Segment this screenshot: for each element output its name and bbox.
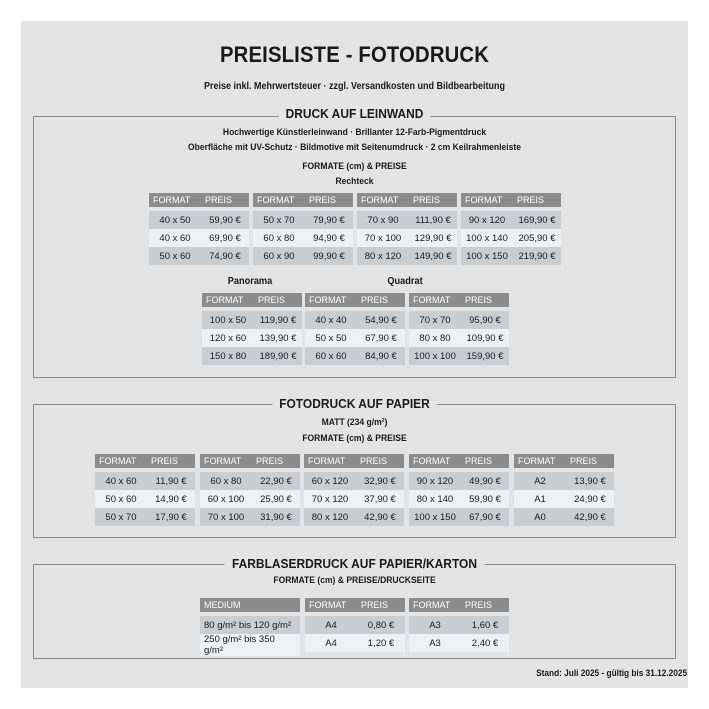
price-cell: 42,90 € [566, 508, 614, 526]
format-cell: 90 x 120 [409, 472, 461, 490]
price-cell: 0,80 € [357, 616, 405, 634]
price-cell: 42,90 € [356, 508, 404, 526]
column-header-format: MEDIUM [200, 598, 300, 612]
format-cell: 60 x 60 [305, 347, 357, 365]
price-cell: 49,90 € [461, 472, 509, 490]
page-title: PREISLISTE - FOTODRUCK [219, 42, 490, 67]
table-row [305, 311, 405, 329]
paper-table-3 [304, 454, 404, 526]
paper-table-1 [95, 454, 195, 526]
column-header-price: PREIS [513, 193, 561, 207]
table-row [409, 634, 509, 652]
format-cell: 40 x 40 [305, 311, 357, 329]
table-row [253, 211, 353, 229]
column-header-price: PREIS [201, 193, 249, 207]
validity-note: Stand: Juli 2025 - gültig bis 31.12.2025 [536, 668, 687, 678]
format-cell: 120 x 60 [202, 329, 254, 347]
canvas-description-2: Oberfläche mit UV-Schutz · Bildmotive mit Seitenumdruck · 2 cm Keilrahmenleiste [187, 142, 522, 153]
paper-table-5 [514, 454, 614, 526]
paper-matt-label: MATT (234 g/m²) [321, 417, 388, 428]
paper-table-2 [200, 454, 300, 526]
column-header-price: PREIS [357, 598, 405, 612]
table-row [95, 472, 195, 490]
quadrat-label: Quadrat [387, 276, 423, 287]
table-row [514, 472, 614, 490]
rechteck-table-3 [357, 193, 457, 265]
price-cell: 149,90 € [409, 247, 457, 265]
column-header-format: FORMAT [202, 293, 254, 307]
format-cell: A2 [514, 472, 566, 490]
column-header-price: PREIS [305, 193, 353, 207]
rechteck-table-2 [253, 193, 353, 265]
table-row [149, 229, 249, 247]
column-header-format: FORMAT [409, 598, 461, 612]
table-row [304, 508, 404, 526]
format-cell: 50 x 60 [95, 490, 147, 508]
table-row [357, 211, 457, 229]
format-cell: 100 x 150 [461, 247, 513, 265]
table-row [461, 247, 561, 265]
format-cell: A1 [514, 490, 566, 508]
paper-formats-label: FORMATE (cm) & PREISE [302, 433, 407, 444]
rechteck-table-1 [149, 193, 249, 265]
price-cell: 67,90 € [357, 329, 405, 347]
table-row [409, 329, 509, 347]
table-row [304, 490, 404, 508]
format-cell: 40 x 50 [149, 211, 201, 229]
format-cell: A3 [409, 616, 461, 634]
table-row [409, 490, 509, 508]
table-row [200, 616, 300, 634]
laser-a3-table [409, 598, 509, 652]
price-cell: 59,90 € [461, 490, 509, 508]
format-cell: 70 x 100 [200, 508, 252, 526]
price-cell: 169,90 € [513, 211, 561, 229]
price-cell: 13,90 € [566, 472, 614, 490]
table-row [253, 229, 353, 247]
format-cell: A3 [409, 634, 461, 652]
format-cell: 50 x 50 [305, 329, 357, 347]
column-header-format: FORMAT [149, 193, 201, 207]
column-header-price: PREIS [147, 454, 195, 468]
format-cell: 60 x 120 [304, 472, 356, 490]
format-cell: 100 x 50 [202, 311, 254, 329]
price-cell: 22,90 € [252, 472, 300, 490]
laser-heading: FARBLASERDRUCK AUF PAPIER/KARTON [28, 556, 680, 571]
column-header-price: PREIS [461, 454, 509, 468]
price-cell: 205,90 € [513, 229, 561, 247]
table-row [305, 329, 405, 347]
price-cell: 79,90 € [305, 211, 353, 229]
price-cell: 111,90 € [409, 211, 457, 229]
quadrat-table-1 [305, 293, 405, 365]
price-cell: 2,40 € [461, 634, 509, 652]
price-cell: 94,90 € [305, 229, 353, 247]
table-row [461, 211, 561, 229]
price-cell: 11,90 € [147, 472, 195, 490]
format-cell: 150 x 80 [202, 347, 254, 365]
price-cell: 14,90 € [147, 490, 195, 508]
price-cell: 129,90 € [409, 229, 457, 247]
format-cell: 60 x 90 [253, 247, 305, 265]
table-row [409, 347, 509, 365]
table-row [149, 247, 249, 265]
price-cell: 84,90 € [357, 347, 405, 365]
format-cell: 100 x 150 [409, 508, 461, 526]
table-row [514, 490, 614, 508]
price-cell: 59,90 € [201, 211, 249, 229]
table-row [357, 247, 457, 265]
laser-medium-table [200, 598, 300, 656]
paper-table-4 [409, 454, 509, 526]
laser-formats-label: FORMATE (cm) & PREISE/DRUCKSEITE [273, 575, 436, 586]
column-header-format: FORMAT [305, 598, 357, 612]
price-cell: 24,90 € [566, 490, 614, 508]
format-cell: 60 x 80 [200, 472, 252, 490]
column-header-price: PREIS [461, 598, 509, 612]
table-row [200, 508, 300, 526]
price-cell: 1,60 € [461, 616, 509, 634]
format-cell: 250 g/m² bis 350 g/m² [200, 634, 300, 656]
price-cell: 189,90 € [254, 347, 302, 365]
column-header-price: PREIS [357, 293, 405, 307]
format-cell: 40 x 60 [149, 229, 201, 247]
price-cell: 139,90 € [254, 329, 302, 347]
table-row [305, 634, 405, 652]
format-cell: A0 [514, 508, 566, 526]
table-row [202, 329, 302, 347]
quadrat-table-2 [409, 293, 509, 365]
format-cell: 80 g/m² bis 120 g/m² [200, 616, 300, 634]
column-header-format: FORMAT [304, 454, 356, 468]
price-cell: 119,90 € [254, 311, 302, 329]
table-row [409, 616, 509, 634]
format-cell: 70 x 90 [357, 211, 409, 229]
column-header-format: FORMAT [409, 454, 461, 468]
format-cell: 70 x 70 [409, 311, 461, 329]
format-cell: 60 x 80 [253, 229, 305, 247]
table-row [95, 508, 195, 526]
format-cell: 60 x 100 [200, 490, 252, 508]
price-cell: 54,90 € [357, 311, 405, 329]
format-cell: 100 x 140 [461, 229, 513, 247]
price-cell: 1,20 € [357, 634, 405, 652]
canvas-formats-label: FORMATE (cm) & PREISE [302, 161, 407, 172]
column-header-format: FORMAT [253, 193, 305, 207]
price-cell: 25,90 € [252, 490, 300, 508]
format-cell: 50 x 70 [253, 211, 305, 229]
column-header-price: PREIS [409, 193, 457, 207]
format-cell: 80 x 80 [409, 329, 461, 347]
format-cell: A4 [305, 634, 357, 652]
column-header-format: FORMAT [305, 293, 357, 307]
format-cell: 50 x 70 [95, 508, 147, 526]
format-cell: 80 x 120 [357, 247, 409, 265]
table-row [305, 347, 405, 365]
format-cell: 80 x 140 [409, 490, 461, 508]
price-cell: 67,90 € [461, 508, 509, 526]
column-header-format: FORMAT [200, 454, 252, 468]
price-cell: 74,90 € [201, 247, 249, 265]
price-cell: 159,90 € [461, 347, 509, 365]
rechteck-table-4 [461, 193, 561, 265]
table-row [149, 211, 249, 229]
canvas-description-1: Hochwertige Künstlerleinwand · Brillanter 12-Farb-Pigmentdruck [222, 127, 487, 138]
column-header-price: PREIS [461, 293, 509, 307]
column-header-price: PREIS [252, 454, 300, 468]
table-row [514, 508, 614, 526]
table-row [409, 311, 509, 329]
price-cell: 99,90 € [305, 247, 353, 265]
format-cell: 90 x 120 [461, 211, 513, 229]
column-header-format: FORMAT [95, 454, 147, 468]
price-cell: 37,90 € [356, 490, 404, 508]
rechteck-label: Rechteck [335, 176, 374, 187]
table-row [253, 247, 353, 265]
table-row [409, 472, 509, 490]
paper-heading: FOTODRUCK AUF PAPIER [28, 396, 680, 411]
table-row [461, 229, 561, 247]
table-row [409, 508, 509, 526]
price-cell: 31,90 € [252, 508, 300, 526]
table-row [202, 311, 302, 329]
price-cell: 109,90 € [461, 329, 509, 347]
table-row [95, 490, 195, 508]
table-row [200, 634, 300, 656]
column-header-price: PREIS [254, 293, 302, 307]
laser-a4-table [305, 598, 405, 652]
price-cell: 69,90 € [201, 229, 249, 247]
table-row [200, 490, 300, 508]
format-cell: 70 x 100 [357, 229, 409, 247]
canvas-heading: DRUCK AUF LEINWAND [28, 106, 680, 121]
table-row [304, 472, 404, 490]
price-cell: 219,90 € [513, 247, 561, 265]
format-cell: 80 x 120 [304, 508, 356, 526]
price-cell: 95,90 € [461, 311, 509, 329]
format-cell: A4 [305, 616, 357, 634]
panorama-table [202, 293, 302, 365]
format-cell: 40 x 60 [95, 472, 147, 490]
column-header-price: PREIS [356, 454, 404, 468]
column-header-format: FORMAT [461, 193, 513, 207]
table-row [202, 347, 302, 365]
panorama-label: Panorama [227, 276, 273, 287]
table-row [357, 229, 457, 247]
column-header-format: FORMAT [357, 193, 409, 207]
column-header-format: FORMAT [409, 293, 461, 307]
page-subtitle: Preise inkl. Mehrwertsteuer · zzgl. Versandkosten und Bildbearbeitung [203, 81, 506, 92]
format-cell: 50 x 60 [149, 247, 201, 265]
price-cell: 17,90 € [147, 508, 195, 526]
format-cell: 70 x 120 [304, 490, 356, 508]
format-cell: 100 x 100 [409, 347, 461, 365]
column-header-format: FORMAT [514, 454, 566, 468]
table-row [200, 472, 300, 490]
price-cell: 32,90 € [356, 472, 404, 490]
column-header-price: PREIS [566, 454, 614, 468]
table-row [305, 616, 405, 634]
